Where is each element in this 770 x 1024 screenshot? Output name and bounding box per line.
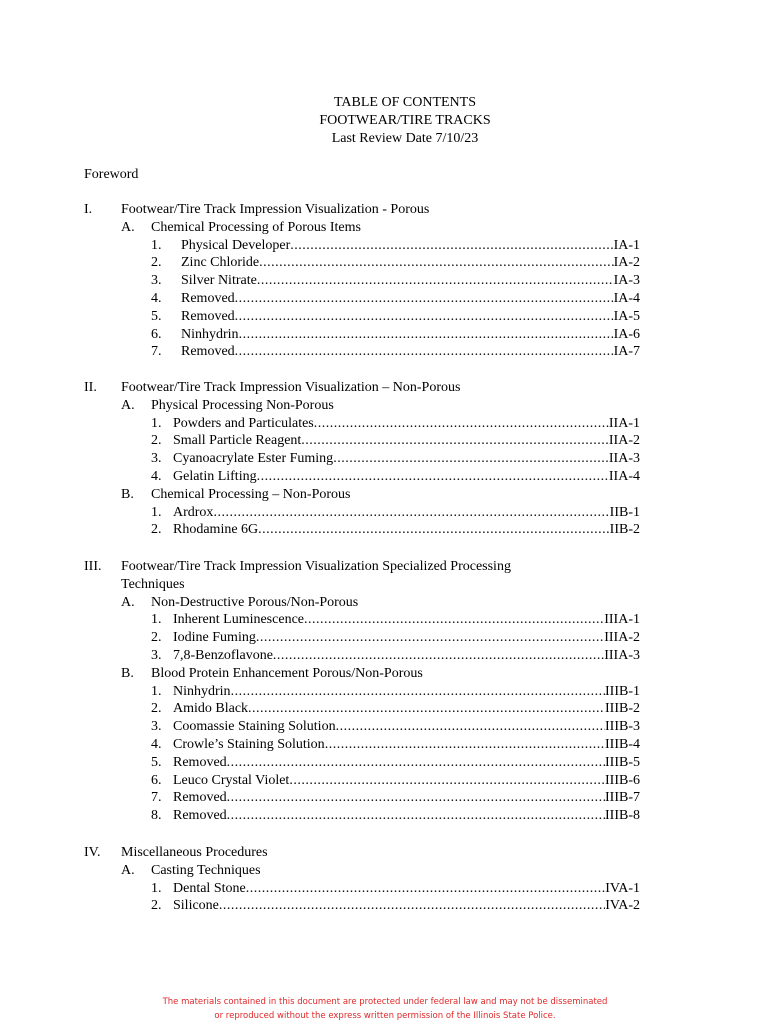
entry-number: 2. xyxy=(151,701,162,717)
entry-number: 4. xyxy=(151,468,162,484)
toc-entry[interactable] xyxy=(84,415,640,433)
toc-entry[interactable] xyxy=(84,343,640,361)
toc-entry[interactable] xyxy=(84,880,640,898)
section-numeral: II. xyxy=(84,380,97,395)
toc-entry[interactable] xyxy=(84,683,640,701)
entry-label: Removed xyxy=(173,754,227,770)
subsection-title: Non-Destructive Porous/Non-Porous xyxy=(151,594,359,610)
entry-label: Coomassie Staining Solution xyxy=(173,719,336,735)
toc-entry[interactable] xyxy=(84,272,640,290)
section-heading xyxy=(84,201,640,219)
toc-entry[interactable] xyxy=(84,700,640,718)
entry-number: 1. xyxy=(151,612,162,628)
section-title: Footwear/Tire Track Impression Visualization – Non-Porous xyxy=(121,380,461,395)
entry-page: IIIA-3 xyxy=(604,647,640,663)
entry-label: Leuco Crystal Violet xyxy=(173,772,290,788)
entry-label: Iodine Fuming xyxy=(173,630,256,646)
entry-number: 3. xyxy=(151,647,162,663)
entry-label: Removed xyxy=(181,308,235,324)
toc-entry[interactable] xyxy=(84,432,640,450)
toc-entry[interactable] xyxy=(84,326,640,344)
entry-label: Ardrox xyxy=(173,504,214,520)
toc-title: TABLE OF CONTENTS xyxy=(334,95,476,110)
toc-entry[interactable] xyxy=(84,254,640,272)
entry-number: 2. xyxy=(151,255,162,271)
toc-entry[interactable] xyxy=(84,521,640,539)
entry-page: IA-1 xyxy=(613,237,640,253)
section-title: Footwear/Tire Track Impression Visualization Specialized Processing xyxy=(121,559,511,574)
dot-leader xyxy=(258,521,610,539)
entry-page: IIIB-1 xyxy=(605,683,640,699)
dot-leader xyxy=(257,468,609,486)
document-header xyxy=(0,94,770,148)
subsection-letter: A. xyxy=(121,594,135,610)
section-numeral: III. xyxy=(84,559,102,574)
entry-page: IA-4 xyxy=(613,290,640,306)
toc-entry[interactable] xyxy=(84,897,640,915)
toc-entry[interactable] xyxy=(84,290,640,308)
entry-label: Cyanoacrylate Ester Fuming xyxy=(173,451,334,467)
entry-label: Ninhydrin xyxy=(181,326,239,342)
dot-leader xyxy=(304,611,604,629)
subsection-letter: A. xyxy=(121,397,135,413)
dot-leader xyxy=(257,272,614,290)
entry-label: Ninhydrin xyxy=(173,683,231,699)
entry-number: 8. xyxy=(151,808,162,824)
entry-number: 3. xyxy=(151,719,162,735)
entry-page: IIA-3 xyxy=(608,451,640,467)
dot-leader xyxy=(289,772,605,790)
section-heading xyxy=(84,379,640,397)
subsection-title: Physical Processing Non-Porous xyxy=(151,397,334,413)
entry-page: IA-2 xyxy=(613,255,640,271)
section-heading xyxy=(84,558,640,576)
entry-number: 1. xyxy=(151,504,162,520)
toc-entry[interactable] xyxy=(84,754,640,772)
toc-section xyxy=(84,558,640,825)
dot-leader xyxy=(259,254,613,272)
dot-leader xyxy=(235,343,614,361)
entry-page: IIIB-8 xyxy=(605,808,640,824)
entry-number: 5. xyxy=(151,308,162,324)
entry-page: IIIB-3 xyxy=(605,719,640,735)
entry-page: IIB-1 xyxy=(609,504,640,520)
dot-leader xyxy=(231,683,605,701)
entry-number: 2. xyxy=(151,630,162,646)
entry-number: 2. xyxy=(151,898,162,914)
dot-leader xyxy=(235,290,614,308)
dot-leader xyxy=(290,237,613,255)
foreword-entry: Foreword xyxy=(84,167,139,182)
entry-page: IA-3 xyxy=(613,273,640,289)
toc-entry[interactable] xyxy=(84,611,640,629)
entry-number: 2. xyxy=(151,433,162,449)
subsection-heading xyxy=(84,486,640,504)
subsection-title: Chemical Processing of Porous Items xyxy=(151,219,361,235)
toc-entry[interactable] xyxy=(84,647,640,665)
entry-label: Dental Stone xyxy=(173,880,246,896)
dot-leader xyxy=(325,736,605,754)
entry-page: IIIA-2 xyxy=(604,630,640,646)
subsection-title: Chemical Processing – Non-Porous xyxy=(151,486,351,502)
entry-number: 1. xyxy=(151,415,162,431)
section-heading xyxy=(84,844,640,862)
entry-page: IA-7 xyxy=(613,344,640,360)
entry-label: Removed xyxy=(173,790,227,806)
entry-page: IIIB-5 xyxy=(605,754,640,770)
dot-leader xyxy=(227,754,605,772)
entry-page: IIIA-1 xyxy=(604,612,640,628)
subsection-heading xyxy=(84,219,640,237)
dot-leader xyxy=(314,415,609,433)
entry-page: IIIB-2 xyxy=(605,701,640,717)
toc-section xyxy=(84,844,640,915)
subsection-heading xyxy=(84,862,640,880)
toc-entry[interactable] xyxy=(84,736,640,754)
entry-number: 7. xyxy=(151,344,162,360)
section-title: Footwear/Tire Track Impression Visualization - Porous xyxy=(121,202,430,217)
dot-leader xyxy=(227,807,605,825)
entry-number: 3. xyxy=(151,273,162,289)
subsection-title: Blood Protein Enhancement Porous/Non-Porous xyxy=(151,665,423,681)
legal-notice-line1: The materials contained in this document are protected under federal law and may not be disseminated xyxy=(162,997,608,1007)
review-date: Last Review Date 7/10/23 xyxy=(331,131,479,146)
entry-label: Silver Nitrate xyxy=(181,273,257,289)
dot-leader xyxy=(301,432,609,450)
toc-section xyxy=(84,201,640,361)
entry-number: 4. xyxy=(151,736,162,752)
section-heading-continued xyxy=(84,576,640,594)
toc-entry[interactable] xyxy=(84,237,640,255)
entry-number: 6. xyxy=(151,326,162,342)
dot-leader xyxy=(336,718,605,736)
dot-leader xyxy=(219,897,605,915)
section-title-line2: Techniques xyxy=(121,576,185,592)
entry-number: 6. xyxy=(151,772,162,788)
entry-label: Physical Developer xyxy=(181,237,291,253)
entry-number: 7. xyxy=(151,790,162,806)
entry-page: IIA-1 xyxy=(608,415,640,431)
dot-leader xyxy=(273,647,604,665)
entry-number: 1. xyxy=(151,683,162,699)
document-subject: FOOTWEAR/TIRE TRACKS xyxy=(319,113,491,128)
entry-label: Crowle’s Staining Solution xyxy=(173,736,325,752)
entry-label: Zinc Chloride xyxy=(181,255,260,271)
toc-entry[interactable] xyxy=(84,772,640,790)
entry-label: Removed xyxy=(173,808,227,824)
dot-leader xyxy=(227,789,605,807)
entry-number: 4. xyxy=(151,290,162,306)
legal-notice xyxy=(0,995,770,1023)
entry-page: IIA-4 xyxy=(608,468,640,484)
entry-page: IVA-1 xyxy=(605,880,640,896)
entry-number: 1. xyxy=(151,880,162,896)
toc-entry[interactable] xyxy=(84,468,640,486)
dot-leader xyxy=(246,880,606,898)
entry-label: Silicone xyxy=(173,898,219,914)
subsection-letter: A. xyxy=(121,219,135,235)
subsection-title: Casting Techniques xyxy=(151,862,261,878)
toc-entry[interactable] xyxy=(84,718,640,736)
dot-leader xyxy=(239,326,614,344)
entry-page: IIIB-6 xyxy=(605,772,640,788)
entry-page: IIIB-7 xyxy=(605,790,640,806)
entry-number: 2. xyxy=(151,522,162,538)
entry-label: Gelatin Lifting xyxy=(173,468,257,484)
toc-entry[interactable] xyxy=(84,308,640,326)
entry-label: 7,8-Benzoflavone xyxy=(173,647,273,663)
dot-leader xyxy=(333,450,609,468)
toc-section xyxy=(84,379,640,539)
entry-label: Rhodamine 6G xyxy=(173,522,259,538)
subsection-heading xyxy=(84,665,640,683)
subsection-letter: B. xyxy=(121,665,134,681)
entry-label: Removed xyxy=(181,344,235,360)
entry-page: IA-6 xyxy=(613,326,640,342)
dot-leader xyxy=(248,700,605,718)
dot-leader xyxy=(256,629,604,647)
entry-label: Removed xyxy=(181,290,235,306)
entry-label: Powders and Particulates xyxy=(173,415,314,431)
entry-number: 1. xyxy=(151,237,162,253)
toc-entry[interactable] xyxy=(84,789,640,807)
toc-entry[interactable] xyxy=(84,450,640,468)
subsection-heading xyxy=(84,594,640,612)
section-numeral: IV. xyxy=(84,845,101,860)
toc-entry[interactable] xyxy=(84,807,640,825)
entry-number: 5. xyxy=(151,754,162,770)
entry-page: IIB-2 xyxy=(609,522,640,538)
section-numeral: I. xyxy=(84,202,93,217)
entry-page: IIIB-4 xyxy=(605,736,640,752)
section-title: Miscellaneous Procedures xyxy=(121,845,268,860)
entry-number: 3. xyxy=(151,451,162,467)
subsection-letter: B. xyxy=(121,486,134,502)
dot-leader xyxy=(213,504,609,522)
entry-label: Small Particle Reagent xyxy=(173,433,302,449)
toc-entry[interactable] xyxy=(84,629,640,647)
subsection-heading xyxy=(84,397,640,415)
subsection-letter: A. xyxy=(121,862,135,878)
entry-page: IVA-2 xyxy=(605,898,640,914)
entry-page: IIA-2 xyxy=(608,433,640,449)
entry-page: IA-5 xyxy=(613,308,640,324)
dot-leader xyxy=(235,308,614,326)
entry-label: Amido Black xyxy=(173,701,249,717)
entry-label: Inherent Luminescence xyxy=(173,612,304,628)
toc-entry[interactable] xyxy=(84,504,640,522)
legal-notice-line2: or reproduced without the express written permission of the Illinois State Police. xyxy=(214,1011,556,1021)
